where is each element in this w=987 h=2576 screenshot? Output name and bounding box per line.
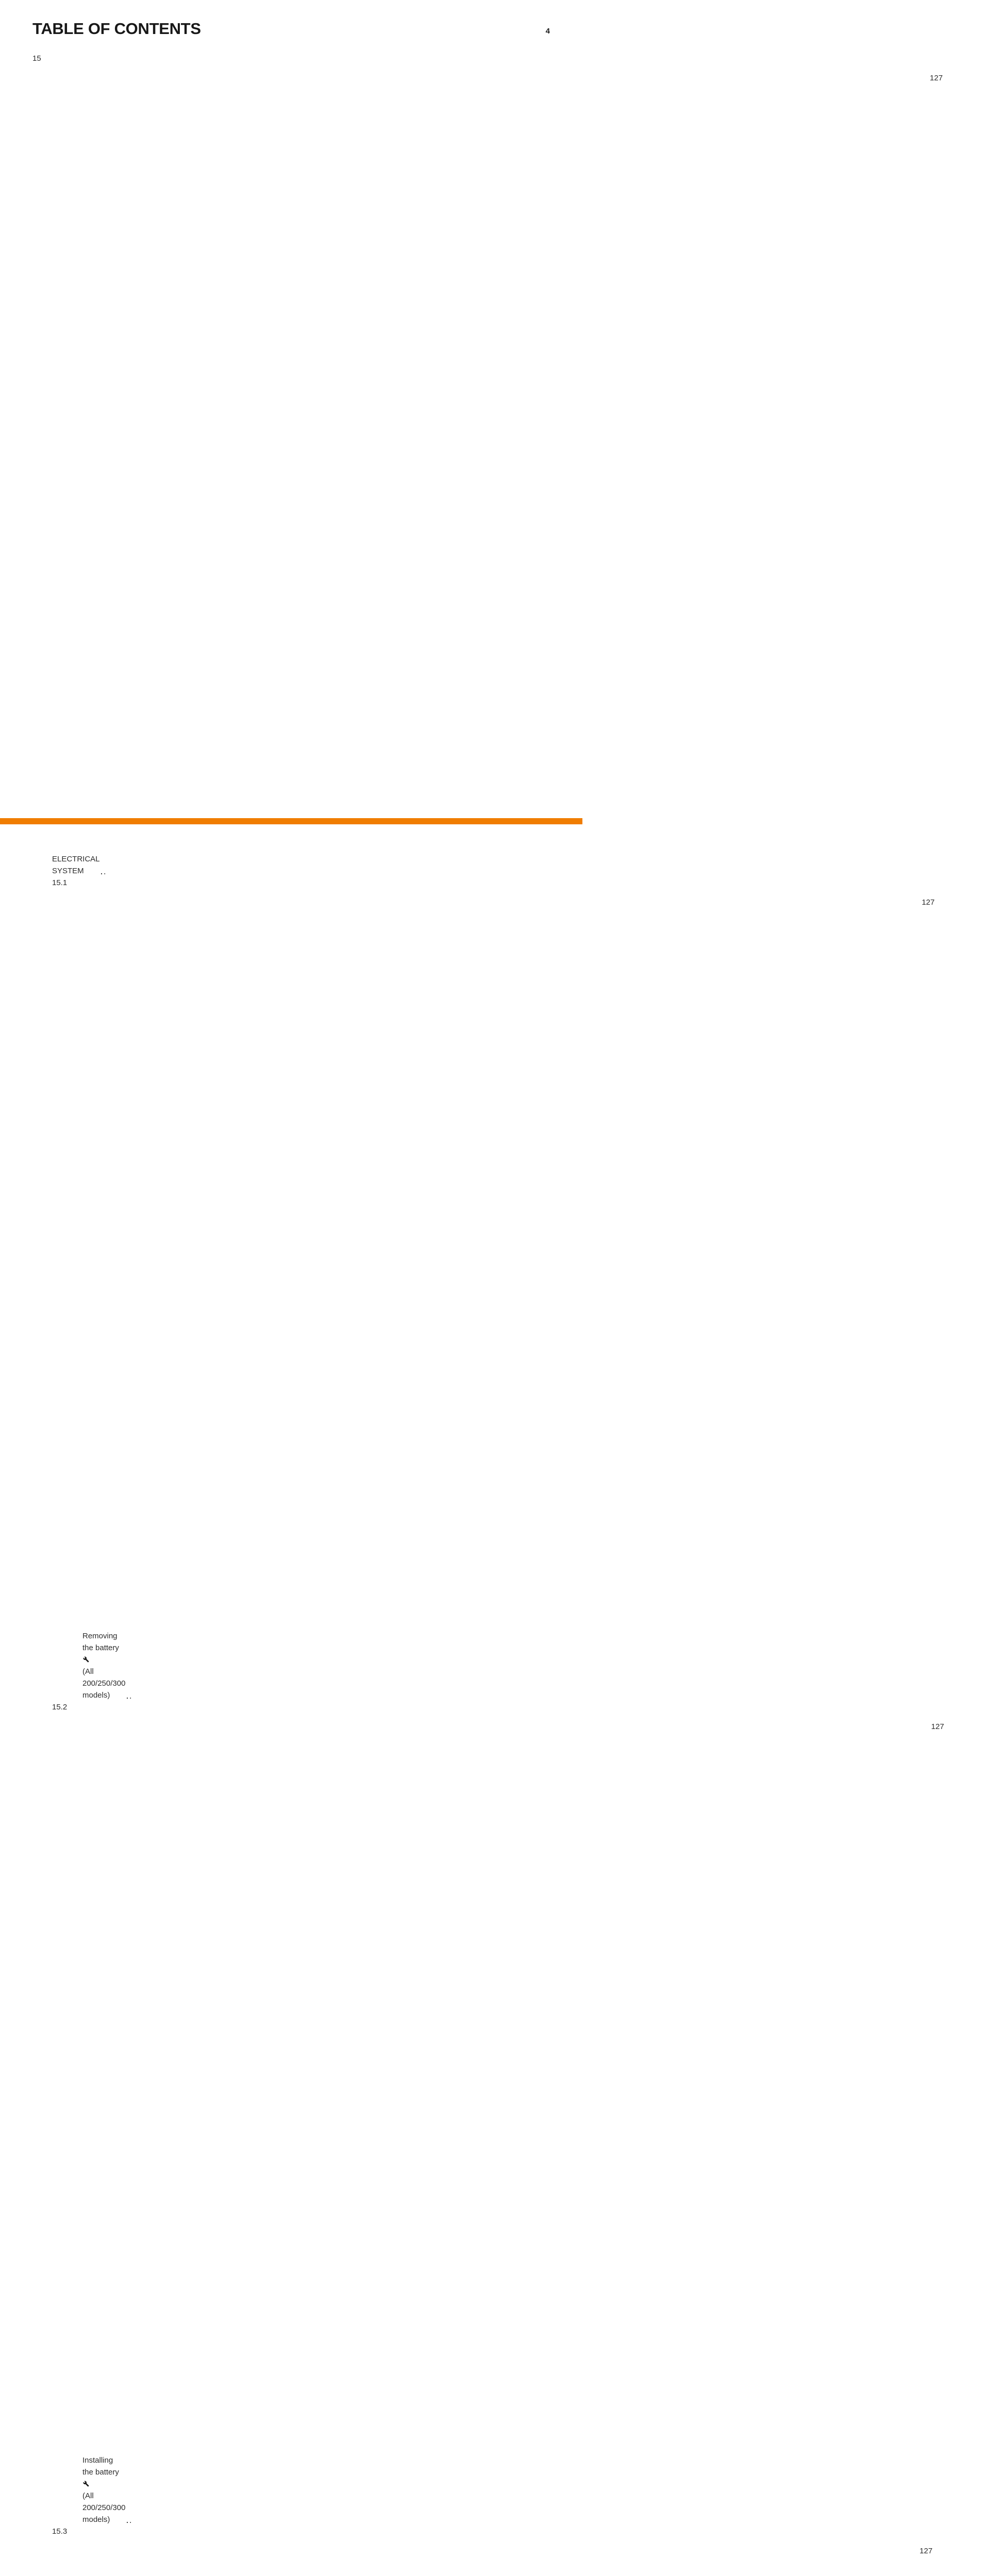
toc-entry-number: 15 [32, 54, 41, 63]
toc-entry [32, 877, 283, 1701]
dot-leader [101, 873, 105, 874]
toc-entry [32, 1701, 283, 2526]
toc-entry-number: 15.3 [52, 2527, 68, 2536]
toc-entry [32, 2526, 283, 2576]
page-title: TABLE OF CONTENTS [32, 20, 201, 38]
wrench-icon [83, 2481, 89, 2487]
footer-accent-bar [0, 818, 582, 824]
toc-entry-title: ELECTRICAL SYSTEM [52, 855, 102, 875]
toc-entry-page: 127 [393, 53, 975, 877]
toc-column-left [32, 53, 283, 2576]
toc-entry-page: 127 [382, 2526, 965, 2576]
toc-body [32, 53, 944, 2576]
toc-entry [32, 53, 283, 877]
page-header [32, 20, 550, 38]
toc-entry-number: 15.2 [52, 1703, 68, 1711]
toc-entry-number: 15.1 [52, 878, 68, 887]
toc-entry-page: 127 [384, 877, 967, 1701]
page-number: 4 [545, 27, 550, 36]
toc-entry-title: Installing the battery (All 200/250/300 models) [82, 2456, 126, 2524]
dot-leader [127, 1698, 131, 1699]
toc-entry-page: 127 [394, 1701, 977, 2526]
wrench-icon [83, 1656, 89, 1663]
dot-leader [127, 2522, 131, 2523]
toc-entry-title: Removing the battery (All 200/250/300 models) [82, 1632, 126, 1700]
